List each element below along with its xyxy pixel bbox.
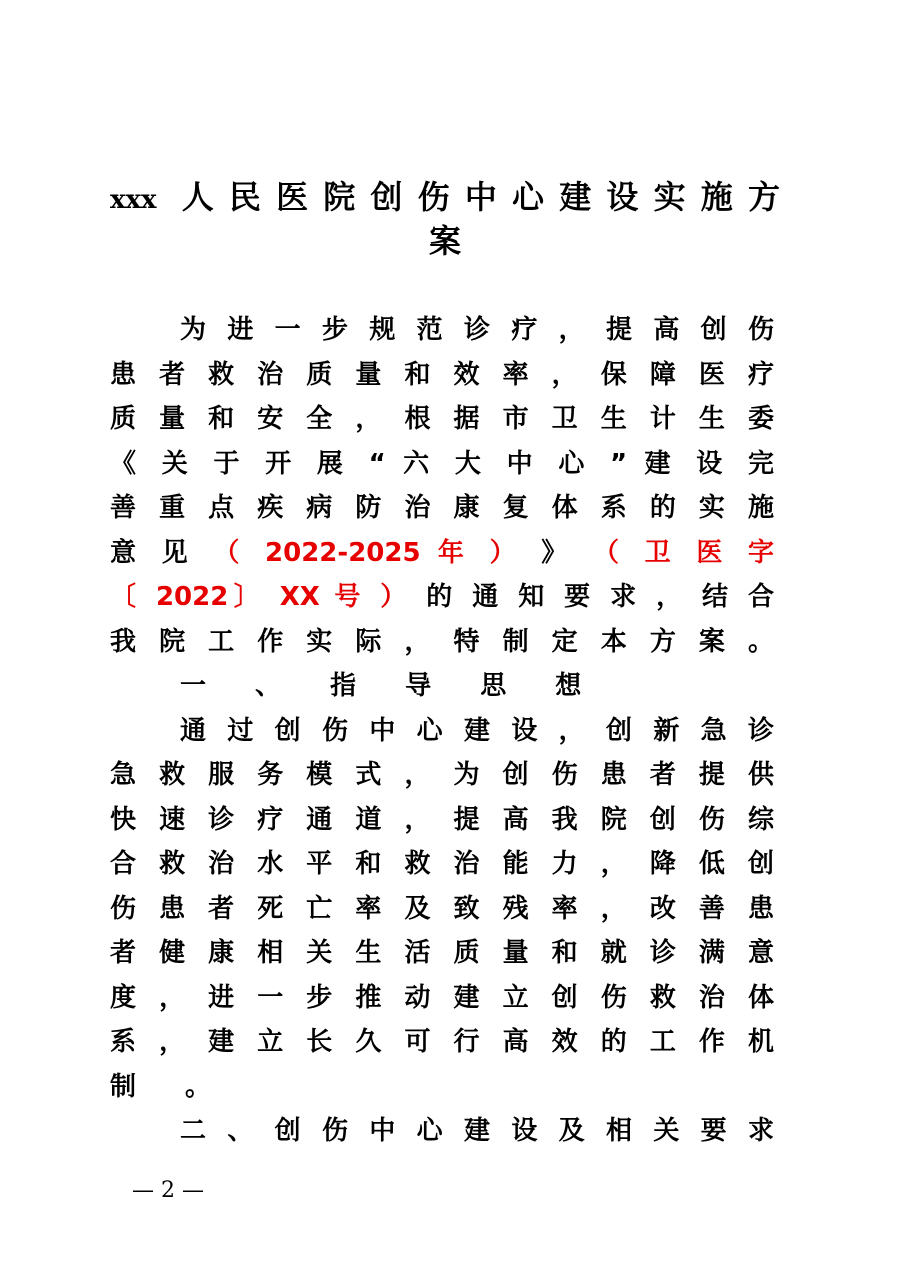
body-line xyxy=(110,620,774,664)
body-line xyxy=(180,1109,774,1153)
body-text: 合 救 治 水 平 和 救 治 能 力 ， 降 低 创 xyxy=(110,849,774,879)
document-title-line-2: 案 xyxy=(428,222,461,260)
title-latin-prefix: xxx xyxy=(110,185,157,215)
title-char: 设 xyxy=(606,178,639,216)
highlighted-text: （ 卫 医 字 xyxy=(592,538,774,568)
page-number: — 2 — xyxy=(132,1178,204,1203)
body-line xyxy=(180,709,774,753)
body-text: 善 重 点 疾 病 防 治 康 复 体 系 的 实 施 xyxy=(110,493,774,523)
title-char: 施 xyxy=(700,178,733,216)
title-char: 建 xyxy=(559,178,592,216)
body-line xyxy=(110,353,774,397)
body-line xyxy=(110,753,774,797)
body-text: 为 进 一 步 规 范 诊 疗 ， 提 高 创 伤 xyxy=(180,315,774,345)
body-line xyxy=(110,531,774,575)
body-text: 二 、 创 伤 中 心 建 设 及 相 关 要 求 xyxy=(180,1116,774,1146)
body-line xyxy=(110,575,774,619)
highlighted-text: 〔 2022〕 XX 号 ） xyxy=(110,582,412,612)
body-line xyxy=(110,442,774,486)
title-char: 人 xyxy=(181,178,214,216)
body-line xyxy=(110,1065,774,1109)
body-text: 我 院 工 作 实 际 ， 特 制 定 本 方 案 。 xyxy=(110,627,774,657)
body-line xyxy=(110,397,774,441)
body-text: 急 救 服 务 模 式 ， 为 创 伤 患 者 提 供 xyxy=(110,760,774,790)
title-char: 中 xyxy=(464,178,497,216)
body-line xyxy=(180,664,774,708)
body-text: 意 见 xyxy=(110,538,214,568)
body-line xyxy=(110,842,774,886)
body-text: 快 速 诊 疗 通 道 ， 提 高 我 院 创 伤 综 xyxy=(110,805,774,835)
body-text: 《 关 于 开 展 “ 六 大 中 心 ” 建 设 完 xyxy=(110,449,774,479)
body-text: 者 健 康 相 关 生 活 质 量 和 就 诊 满 意 xyxy=(110,938,774,968)
document-title-line-1 xyxy=(110,174,780,223)
body-text: 的 通 知 要 求 ， 结 合 xyxy=(411,582,774,612)
title-char: 创 xyxy=(370,178,403,216)
body-text: 度 ， 进 一 步 推 动 建 立 创 伤 救 治 体 xyxy=(110,983,774,1013)
body-line xyxy=(110,486,774,530)
body-text: 通 过 创 伤 中 心 建 设 ， 创 新 急 诊 xyxy=(180,716,774,746)
title-char: 医 xyxy=(276,178,309,216)
title-char: 方 xyxy=(747,178,780,216)
body-line xyxy=(110,931,774,975)
body-text: 》 xyxy=(523,538,593,568)
body-line xyxy=(110,976,774,1020)
body-text: 伤 患 者 死 亡 率 及 致 残 率 ， 改 善 患 xyxy=(110,894,774,924)
body-line xyxy=(180,308,774,352)
body-text: 质 量 和 安 全 ， 根 据 市 卫 生 计 生 委 xyxy=(110,404,774,434)
title-char: 院 xyxy=(323,178,356,216)
title-char: 民 xyxy=(228,178,261,216)
title-char: 伤 xyxy=(417,178,450,216)
body-line xyxy=(110,1020,774,1064)
title-char: 心 xyxy=(512,178,545,216)
body-text: 系 ， 建 立 长 久 可 行 高 效 的 工 作 机 xyxy=(110,1027,774,1057)
body-text: 患 者 救 治 质 量 和 效 率 ， 保 障 医 疗 xyxy=(110,360,774,390)
highlighted-text: （ 2022-2025 年 ） xyxy=(213,538,524,568)
body-text: 制 。 xyxy=(110,1072,232,1102)
body-text: 一 、 指 导 思 想 xyxy=(180,671,602,701)
body-line xyxy=(110,887,774,931)
title-char: 实 xyxy=(653,178,686,216)
body-line xyxy=(110,798,774,842)
